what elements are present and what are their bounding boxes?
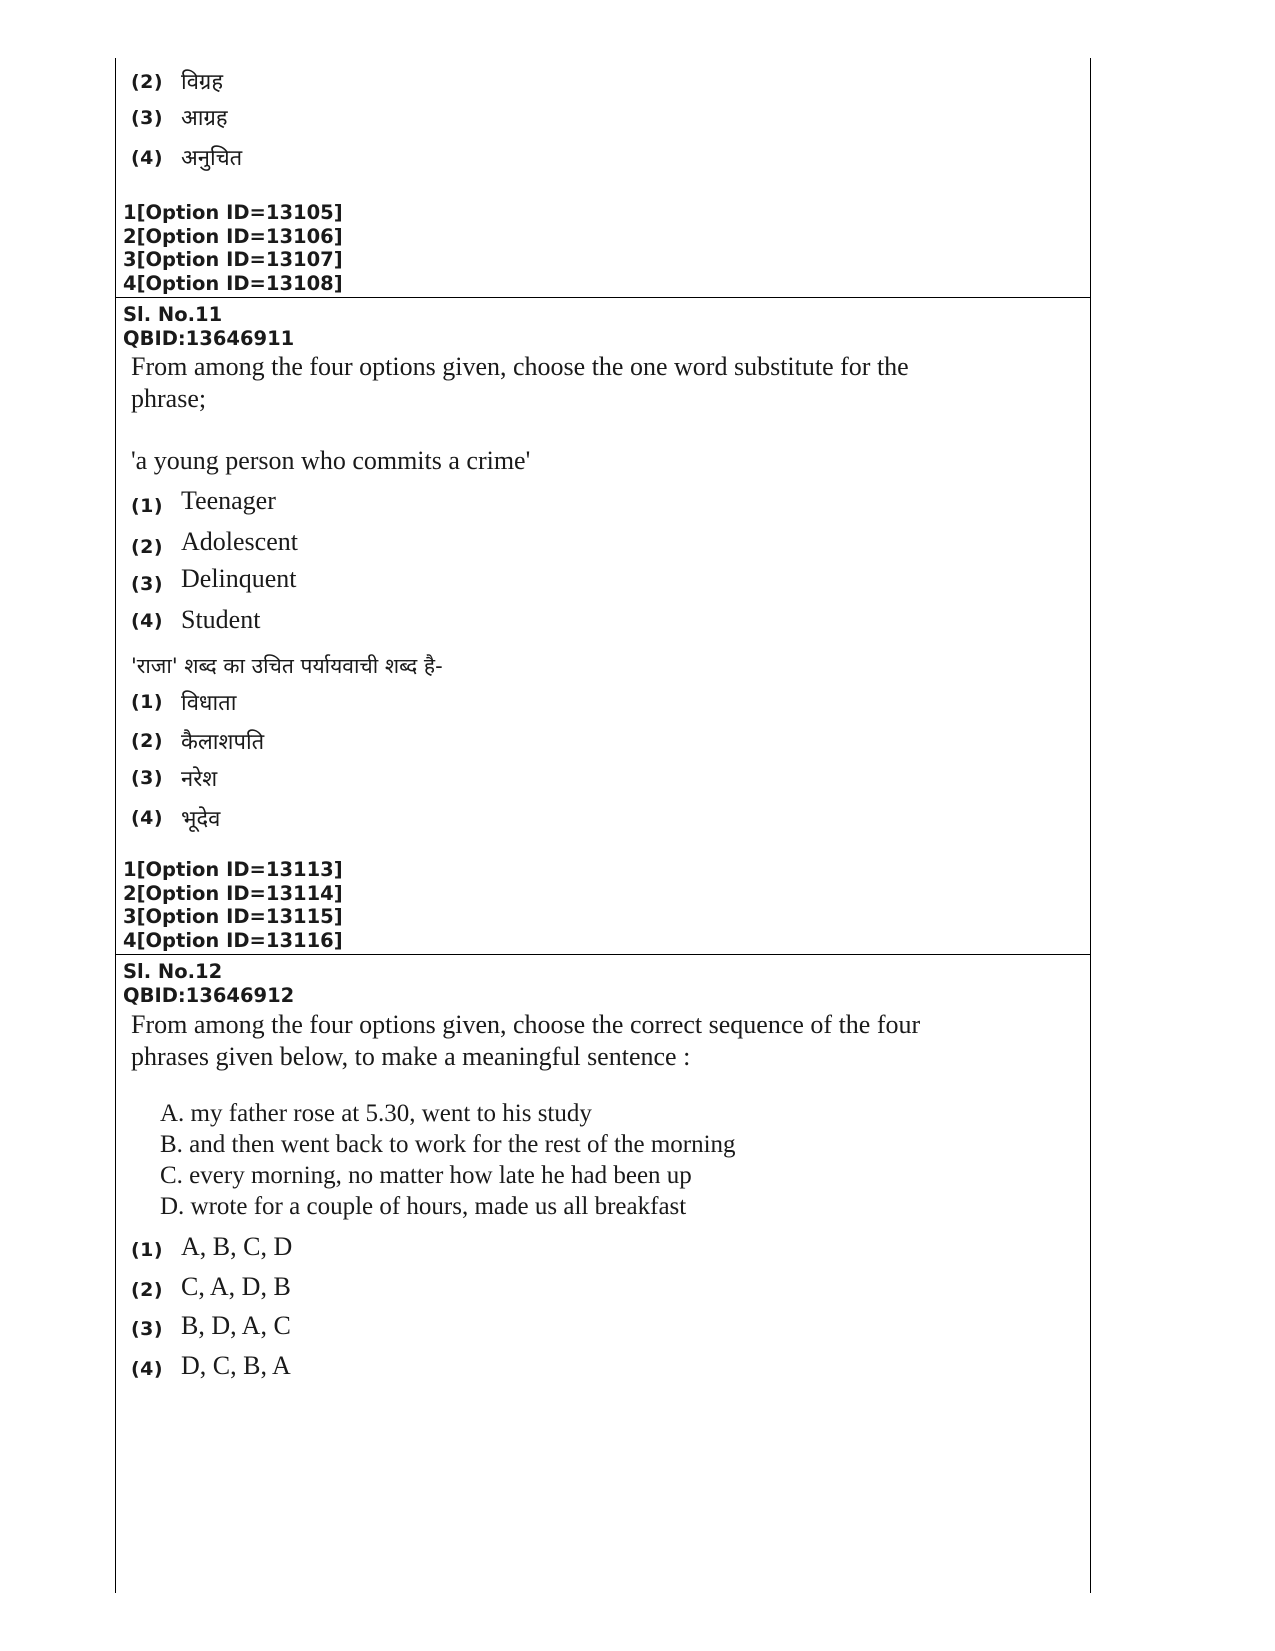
option-text: B, D, A, C xyxy=(181,1311,291,1340)
q12-option-4 xyxy=(116,1351,1090,1385)
serial-number: Sl. No.12 xyxy=(123,960,223,983)
option-text: Adolescent xyxy=(181,527,298,556)
option-text: नरेश xyxy=(181,767,218,792)
option-text: विग्रह xyxy=(181,70,224,95)
option-text: Student xyxy=(181,605,261,634)
q11-option-ids xyxy=(123,858,343,952)
option-number: (2) xyxy=(131,71,164,93)
q12-phrase-d: D. wrote for a couple of hours, made us all breakfast xyxy=(160,1193,687,1220)
option-text: C, A, D, B xyxy=(181,1272,291,1301)
question-paper-frame xyxy=(115,58,1091,1593)
option-number: (2) xyxy=(131,1279,164,1301)
option-number: (2) xyxy=(131,730,164,752)
option-number: (4) xyxy=(131,147,164,169)
qbid: QBID:13646912 xyxy=(123,983,295,1007)
option-number: (3) xyxy=(131,1318,164,1340)
q10-option-2 xyxy=(116,66,1090,96)
q12-stem xyxy=(131,1009,920,1073)
q11-option-2 xyxy=(116,527,1090,561)
option-text: D, C, B, A xyxy=(181,1351,291,1380)
q10-option-3 xyxy=(116,102,1090,132)
q11-option-3 xyxy=(116,564,1090,598)
stem-line: phrase; xyxy=(131,384,207,413)
option-number: (1) xyxy=(131,495,164,517)
option-number: (3) xyxy=(131,573,164,595)
option-number: (3) xyxy=(131,107,164,129)
option-text: Delinquent xyxy=(181,564,297,593)
option-text: भूदेव xyxy=(181,807,221,832)
option-id-line: 3[Option ID=13107] xyxy=(123,248,343,271)
q11-hindi-option-1 xyxy=(116,687,1090,719)
option-text: कैलाशपति xyxy=(181,730,265,755)
q11-hindi-option-3 xyxy=(116,763,1090,795)
option-number: (1) xyxy=(131,691,164,713)
q11-option-1 xyxy=(116,486,1090,520)
q11-stem xyxy=(131,351,909,415)
option-number: (4) xyxy=(131,807,164,829)
q12-option-3 xyxy=(116,1311,1090,1345)
q11-phrase: 'a young person who commits a crime' xyxy=(131,446,531,475)
option-number: (4) xyxy=(131,1358,164,1380)
question-separator xyxy=(116,954,1090,955)
stem-line: phrases given below, to make a meaningful sentence : xyxy=(131,1042,691,1071)
option-number: (2) xyxy=(131,536,164,558)
q10-option-ids xyxy=(123,201,343,295)
stem-line: From among the four options given, choose the one word substitute for the xyxy=(131,352,909,381)
question-separator xyxy=(116,297,1090,298)
option-number: (3) xyxy=(131,767,164,789)
q12-phrase-b: B. and then went back to work for the rest of the morning xyxy=(160,1131,736,1158)
q12-option-1 xyxy=(116,1232,1090,1266)
option-id-line: 2[Option ID=13106] xyxy=(123,224,343,248)
serial-number: Sl. No.11 xyxy=(123,303,223,326)
option-text: A, B, C, D xyxy=(181,1232,293,1261)
q12-phrase-a: A. my father rose at 5.30, went to his study xyxy=(160,1100,592,1127)
option-number: (1) xyxy=(131,1239,164,1261)
qbid: QBID:13646911 xyxy=(123,326,295,350)
option-id-line: 4[Option ID=13108] xyxy=(123,271,343,295)
option-text: अनुचित xyxy=(181,146,243,171)
q11-header xyxy=(123,303,294,350)
q11-hindi-option-4 xyxy=(116,803,1090,835)
option-id-line: 3[Option ID=13115] xyxy=(123,905,343,928)
option-text: Teenager xyxy=(181,486,276,515)
q11-hindi-stem: 'राजा' शब्द का उचित पर्यायवाची शब्द है- xyxy=(131,654,443,678)
q11-option-4 xyxy=(116,605,1090,639)
q12-phrase-c: C. every morning, no matter how late he had been up xyxy=(160,1162,692,1189)
option-id-line: 4[Option ID=13116] xyxy=(123,928,343,952)
option-id-line: 2[Option ID=13114] xyxy=(123,881,343,905)
option-text: आग्रह xyxy=(181,106,228,131)
option-text: विधाता xyxy=(181,691,237,716)
q10-option-4 xyxy=(116,142,1090,172)
q12-option-2 xyxy=(116,1272,1090,1306)
q12-header xyxy=(123,960,294,1007)
q11-hindi-option-2 xyxy=(116,726,1090,758)
option-id-line: 1[Option ID=13113] xyxy=(123,858,343,881)
option-number: (4) xyxy=(131,610,164,632)
option-id-line: 1[Option ID=13105] xyxy=(123,201,343,224)
stem-line: From among the four options given, choose the correct sequence of the four xyxy=(131,1010,921,1039)
